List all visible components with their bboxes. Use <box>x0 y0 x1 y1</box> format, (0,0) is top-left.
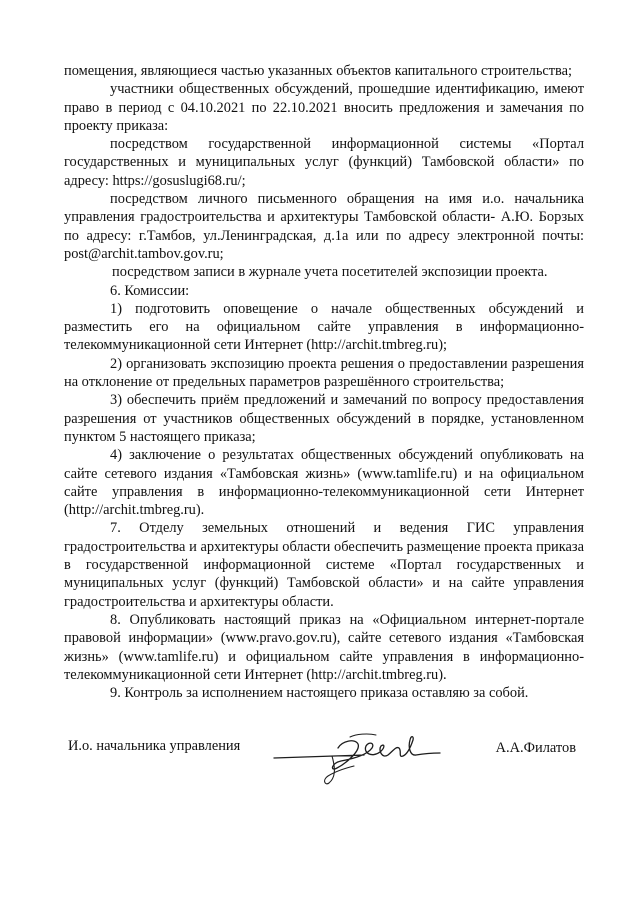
paragraph: 7. Отделу земельных отношений и ведения ГИС управления градостроительства и архитектуры области обеспечить размещение проекта приказа в государственной информационной системе «Портал государственных и муниципальных услуг (функций) Тамбовской области» и на сайте управления градостроительства и архитектуры области. <box>64 520 584 610</box>
paragraph: 2) организовать экспозицию проекта решения о предоставлении разрешения на отклонение от предельных параметров разрешённого строительства; <box>64 355 584 391</box>
paragraph: 3) обеспечить приём предложений и замечаний по вопросу предоставления разрешения от участников общественных обсуждений в порядке, установленном пунктом 5 настоящего приказа; <box>64 392 584 445</box>
paragraph: 8. Опубликовать настоящий приказ на «Официальном интернет-портале правовой информации» (www.pravo.gov.ru), сайте сетевого издания «Тамбовская жизнь» (www.tamlife.ru) и официальном сайте управления в информационно-телекоммуникационной сети Интернет (http://archit.tmbreg.ru). <box>64 611 584 683</box>
paragraph: посредством государственной информационной системы «Портал государственных и муниципальных услуг (функций) Тамбовской области» по адресу: https://gosuslugi68.ru/; <box>64 136 584 189</box>
handwritten-signature <box>272 726 442 786</box>
document-body <box>64 62 584 702</box>
signature-block <box>64 732 584 792</box>
paragraph: 1) подготовить оповещение о начале общественных обсуждений и разместить его на официальном сайте управления в информационно-телекоммуникационной сети Интернет (http://archit.tmbreg.ru); <box>64 300 584 354</box>
paragraph: посредством личного письменного обращения на имя и.о. начальника управления градостроительства и архитектуры Тамбовской области- А.Ю. Борзых по адресу: г.Тамбов, ул.Ленинградская, д.1а или по адресу электронной почты: post@archit.tambov.gov.ru; <box>64 191 584 262</box>
paragraph: посредством записи в журнале учета посетителей экспозиции проекта. <box>112 264 548 281</box>
paragraph: помещения, являющиеся частью указанных объектов капитального строительства; <box>64 63 573 79</box>
paragraph: 4) заключение о результатах общественных обсуждений опубликовать на сайте сетевого издания «Тамбовская жизнь» (www.tamlife.ru) и на официальном сайте управления в информационно-телекоммуникационной сети Интернет (http://archit.tmbreg.ru). <box>64 447 584 519</box>
signatory-position: И.о. начальника управления <box>68 738 241 754</box>
paragraph: 6. Комиссии: <box>110 282 190 299</box>
paragraph: участники общественных обсуждений, прошедшие идентификацию, имеют право в период с 04.10.2021 по 22.10.2021 вносить предложения и замечания по проекту приказа: <box>64 81 584 134</box>
signatory-name: А.А.Филатов <box>495 740 576 756</box>
paragraph: 9. Контроль за исполнением настоящего приказа оставляю за собой. <box>110 685 529 702</box>
